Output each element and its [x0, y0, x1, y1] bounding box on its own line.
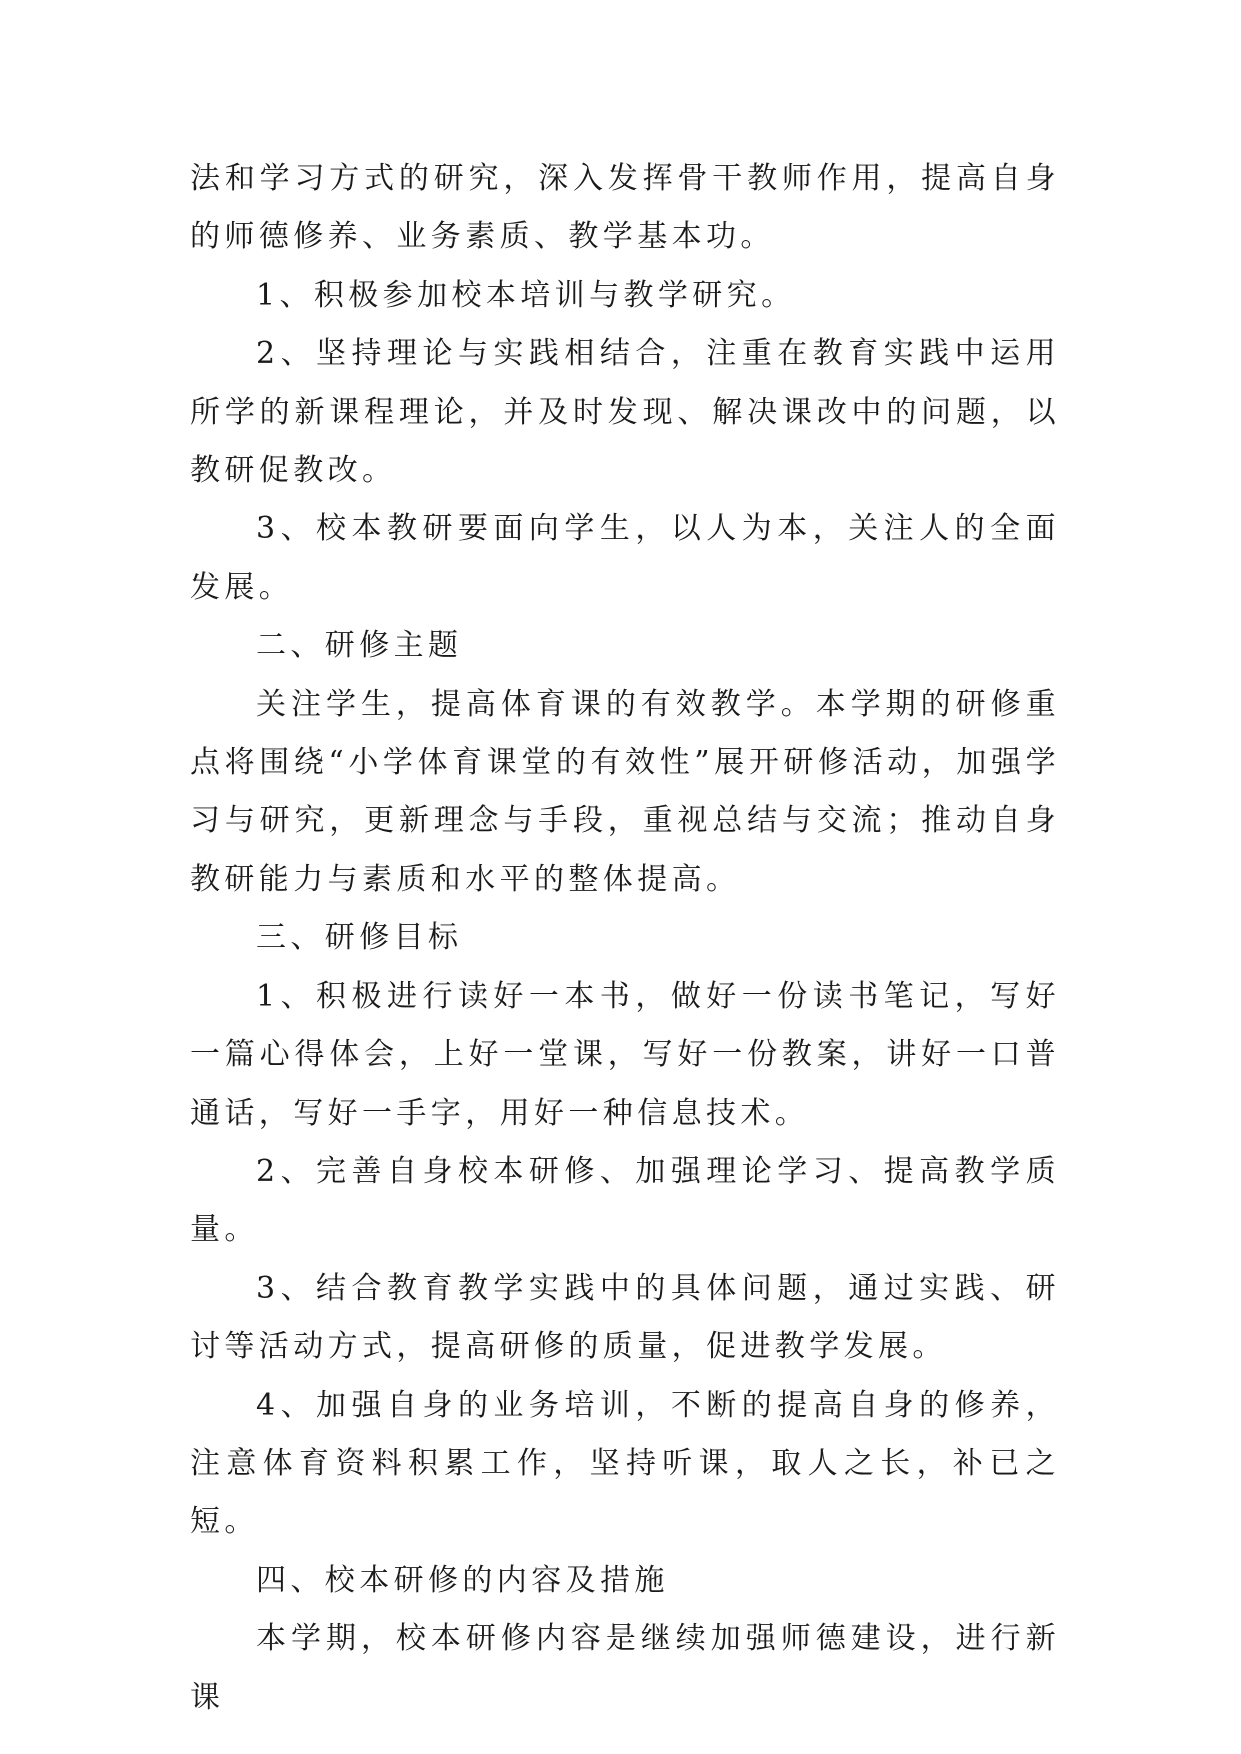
paragraph: 关注学生，提高体育课的有效教学。本学期的研修重点将围绕“小学体育课堂的有效性”展开研修活动，加强学习与研究，更新理念与手段，重视总结与交流；推动自身教研能力与素质和水平的整体提高。	[190, 686, 1060, 897]
paragraph: 法和学习方式的研究，深入发挥骨干教师作用，提高自身的师德修养、业务素质、教学基本功。	[190, 161, 1060, 255]
list-item: 2、坚持理论与实践相结合，注重在教育实践中运用所学的新课程理论，并及时发现、解决课改中的问题，以教研促教改。	[190, 336, 1060, 489]
list-item: 3、校本教研要面向学生，以人为本，关注人的全面发展。	[190, 511, 1060, 605]
paragraph: 本学期，校本研修内容是继续加强师德建设，进行新课	[190, 1621, 1060, 1715]
list-item: 2、完善自身校本研修、加强理论学习、提高教学质量。	[190, 1153, 1060, 1248]
section-heading: 三、研修目标	[256, 920, 463, 956]
list-item: 4、加强自身的业务培训，不断的提高自身的修养，注意体育资料积累工作，坚持听课，取人之长，补已之短。	[190, 1387, 1060, 1540]
section-heading: 二、研修主题	[256, 628, 463, 664]
list-item: 1、积极进行读好一本书，做好一份读书笔记，写好一篇心得体会，上好一堂课，写好一份教案，讲好一口普通话，写好一手字，用好一种信息技术。	[190, 978, 1060, 1131]
section-heading: 四、校本研修的内容及措施	[256, 1562, 669, 1598]
document-body	[190, 150, 1060, 1727]
list-item: 1、积极参加校本培训与教学研究。	[256, 277, 796, 313]
list-item: 3、结合教育教学实践中的具体问题，通过实践、研讨等活动方式，提高研修的质量，促进教学发展。	[190, 1270, 1060, 1365]
